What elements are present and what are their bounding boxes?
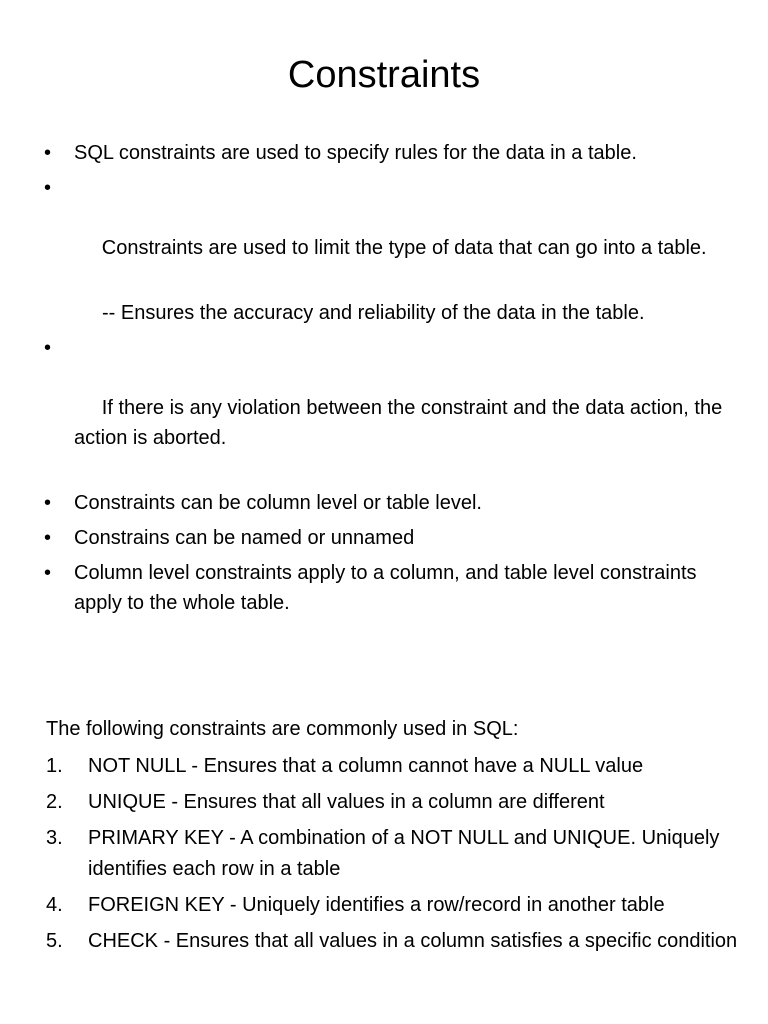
bullet-text: SQL constraints are used to specify rules for the data in a table. [74,142,637,164]
bullet-text: Column level constraints apply to a column, and table level constraints apply to the whole table. [74,562,697,614]
item-number: 5. [46,930,63,952]
numbered-list-intro: The following constraints are commonly used in SQL: [46,718,519,740]
page-title: Constraints [287,54,481,96]
bullet-text: Constraints are used to limit the type of data that can go into a table. [96,237,707,259]
bullet-item [40,488,740,518]
numbered-item [46,890,746,921]
bullet-text: If there is any violation between the constraint and the data action, the action is aborted. [74,397,728,449]
item-number: 4. [46,894,63,916]
bullet-glyph: • [44,492,52,514]
item-number: 1. [46,755,63,777]
bullet-item [40,138,740,168]
item-text: FOREIGN KEY - Uniquely identifies a row/record in another table [88,894,665,916]
numbered-item [46,751,746,782]
item-text: CHECK - Ensures that all values in a column satisfies a specific condition [88,930,738,952]
bullet-glyph: • [44,562,52,584]
bullet-glyph: • [44,142,52,164]
item-text: UNIQUE - Ensures that all values in a column are different [88,791,605,813]
bullet-item [40,558,740,618]
item-number: 2. [46,791,63,813]
bullet-glyph: • [44,527,52,549]
paragraph-text: -- Ensures the accuracy and reliability of the data in the table. [102,302,645,324]
numbered-item [46,823,746,885]
bullet-item [40,523,740,553]
constraint-types-list [46,751,746,962]
numbered-item [46,926,746,957]
bullet-glyph: • [44,177,52,199]
bullet-item [40,173,740,293]
bullet-glyph: • [44,337,52,359]
bullet-text: Constrains can be named or unnamed [74,527,415,549]
item-text: PRIMARY KEY - A combination of a NOT NULL and UNIQUE. Uniquely identifies each row in a table [88,827,720,880]
bullet-item [40,333,740,483]
item-number: 3. [46,827,63,849]
bullet-continuation-paragraph [40,298,740,328]
bullet-text: Constraints can be column level or table level. [74,492,482,514]
item-text: NOT NULL - Ensures that a column cannot have a NULL value [88,755,644,777]
constraints-bullet-list [40,138,740,623]
numbered-item [46,787,746,818]
